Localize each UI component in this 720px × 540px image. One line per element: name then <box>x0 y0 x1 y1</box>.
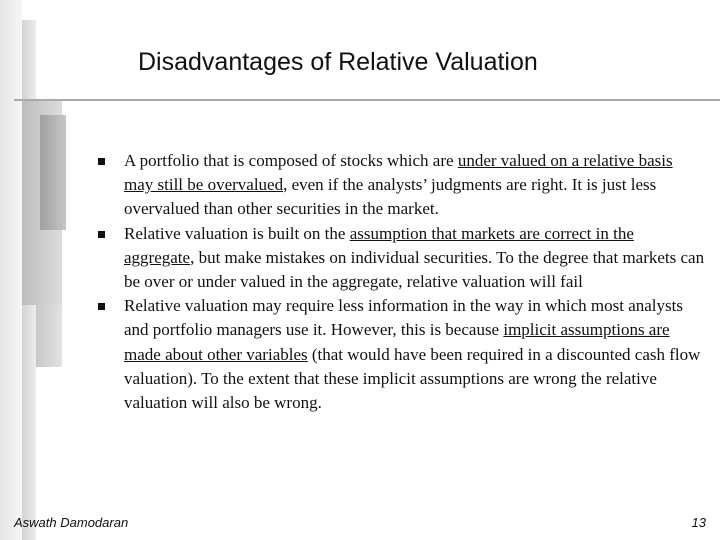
square-bullet-icon <box>98 158 105 165</box>
bullet-text: (that would have been required in a discounted cash flow valuation). To the extent that these implicit assumptions are wrong the relative valuation will also be wrong. <box>124 344 701 413</box>
bullet-underlined-text: assumption that markets are correct in the aggregate <box>124 223 634 267</box>
bullet-item <box>95 294 705 415</box>
bullet-underlined-text: under valued on a relative basis may still be overvalued <box>124 151 673 195</box>
square-bullet-icon <box>98 231 105 238</box>
bullet-text: Relative valuation may require less information in the way in which most analysts and portfolio managers use it. However, this is because <box>124 296 683 340</box>
bullet-item <box>95 149 705 222</box>
decorative-background-bar <box>40 115 66 230</box>
bullet-underlined-text: implicit assumptions are made about other variables <box>124 320 670 364</box>
bullet-text: A portfolio that is composed of stocks which are <box>124 151 458 170</box>
decorative-background-bar <box>0 0 22 540</box>
bullet-item <box>95 222 705 295</box>
bullet-list <box>95 149 705 415</box>
bullet-text: Relative valuation is built on the <box>124 223 350 243</box>
slide-title: Disadvantages of Relative Valuation <box>138 48 538 76</box>
footer-author: Aswath Damodaran <box>14 515 129 530</box>
bullet-text: , even if the analysts’ judgments are right. It is just less overvalued than other securities in the market. <box>124 175 657 219</box>
bullet-text: , but make mistakes on individual securities. To the degree that markets can be over or under valued in the aggregate, relative valuation will fail <box>124 247 705 292</box>
page-number: 13 <box>691 515 706 530</box>
square-bullet-icon <box>98 303 105 310</box>
title-divider <box>14 99 720 101</box>
decorative-background-bar <box>36 305 62 367</box>
